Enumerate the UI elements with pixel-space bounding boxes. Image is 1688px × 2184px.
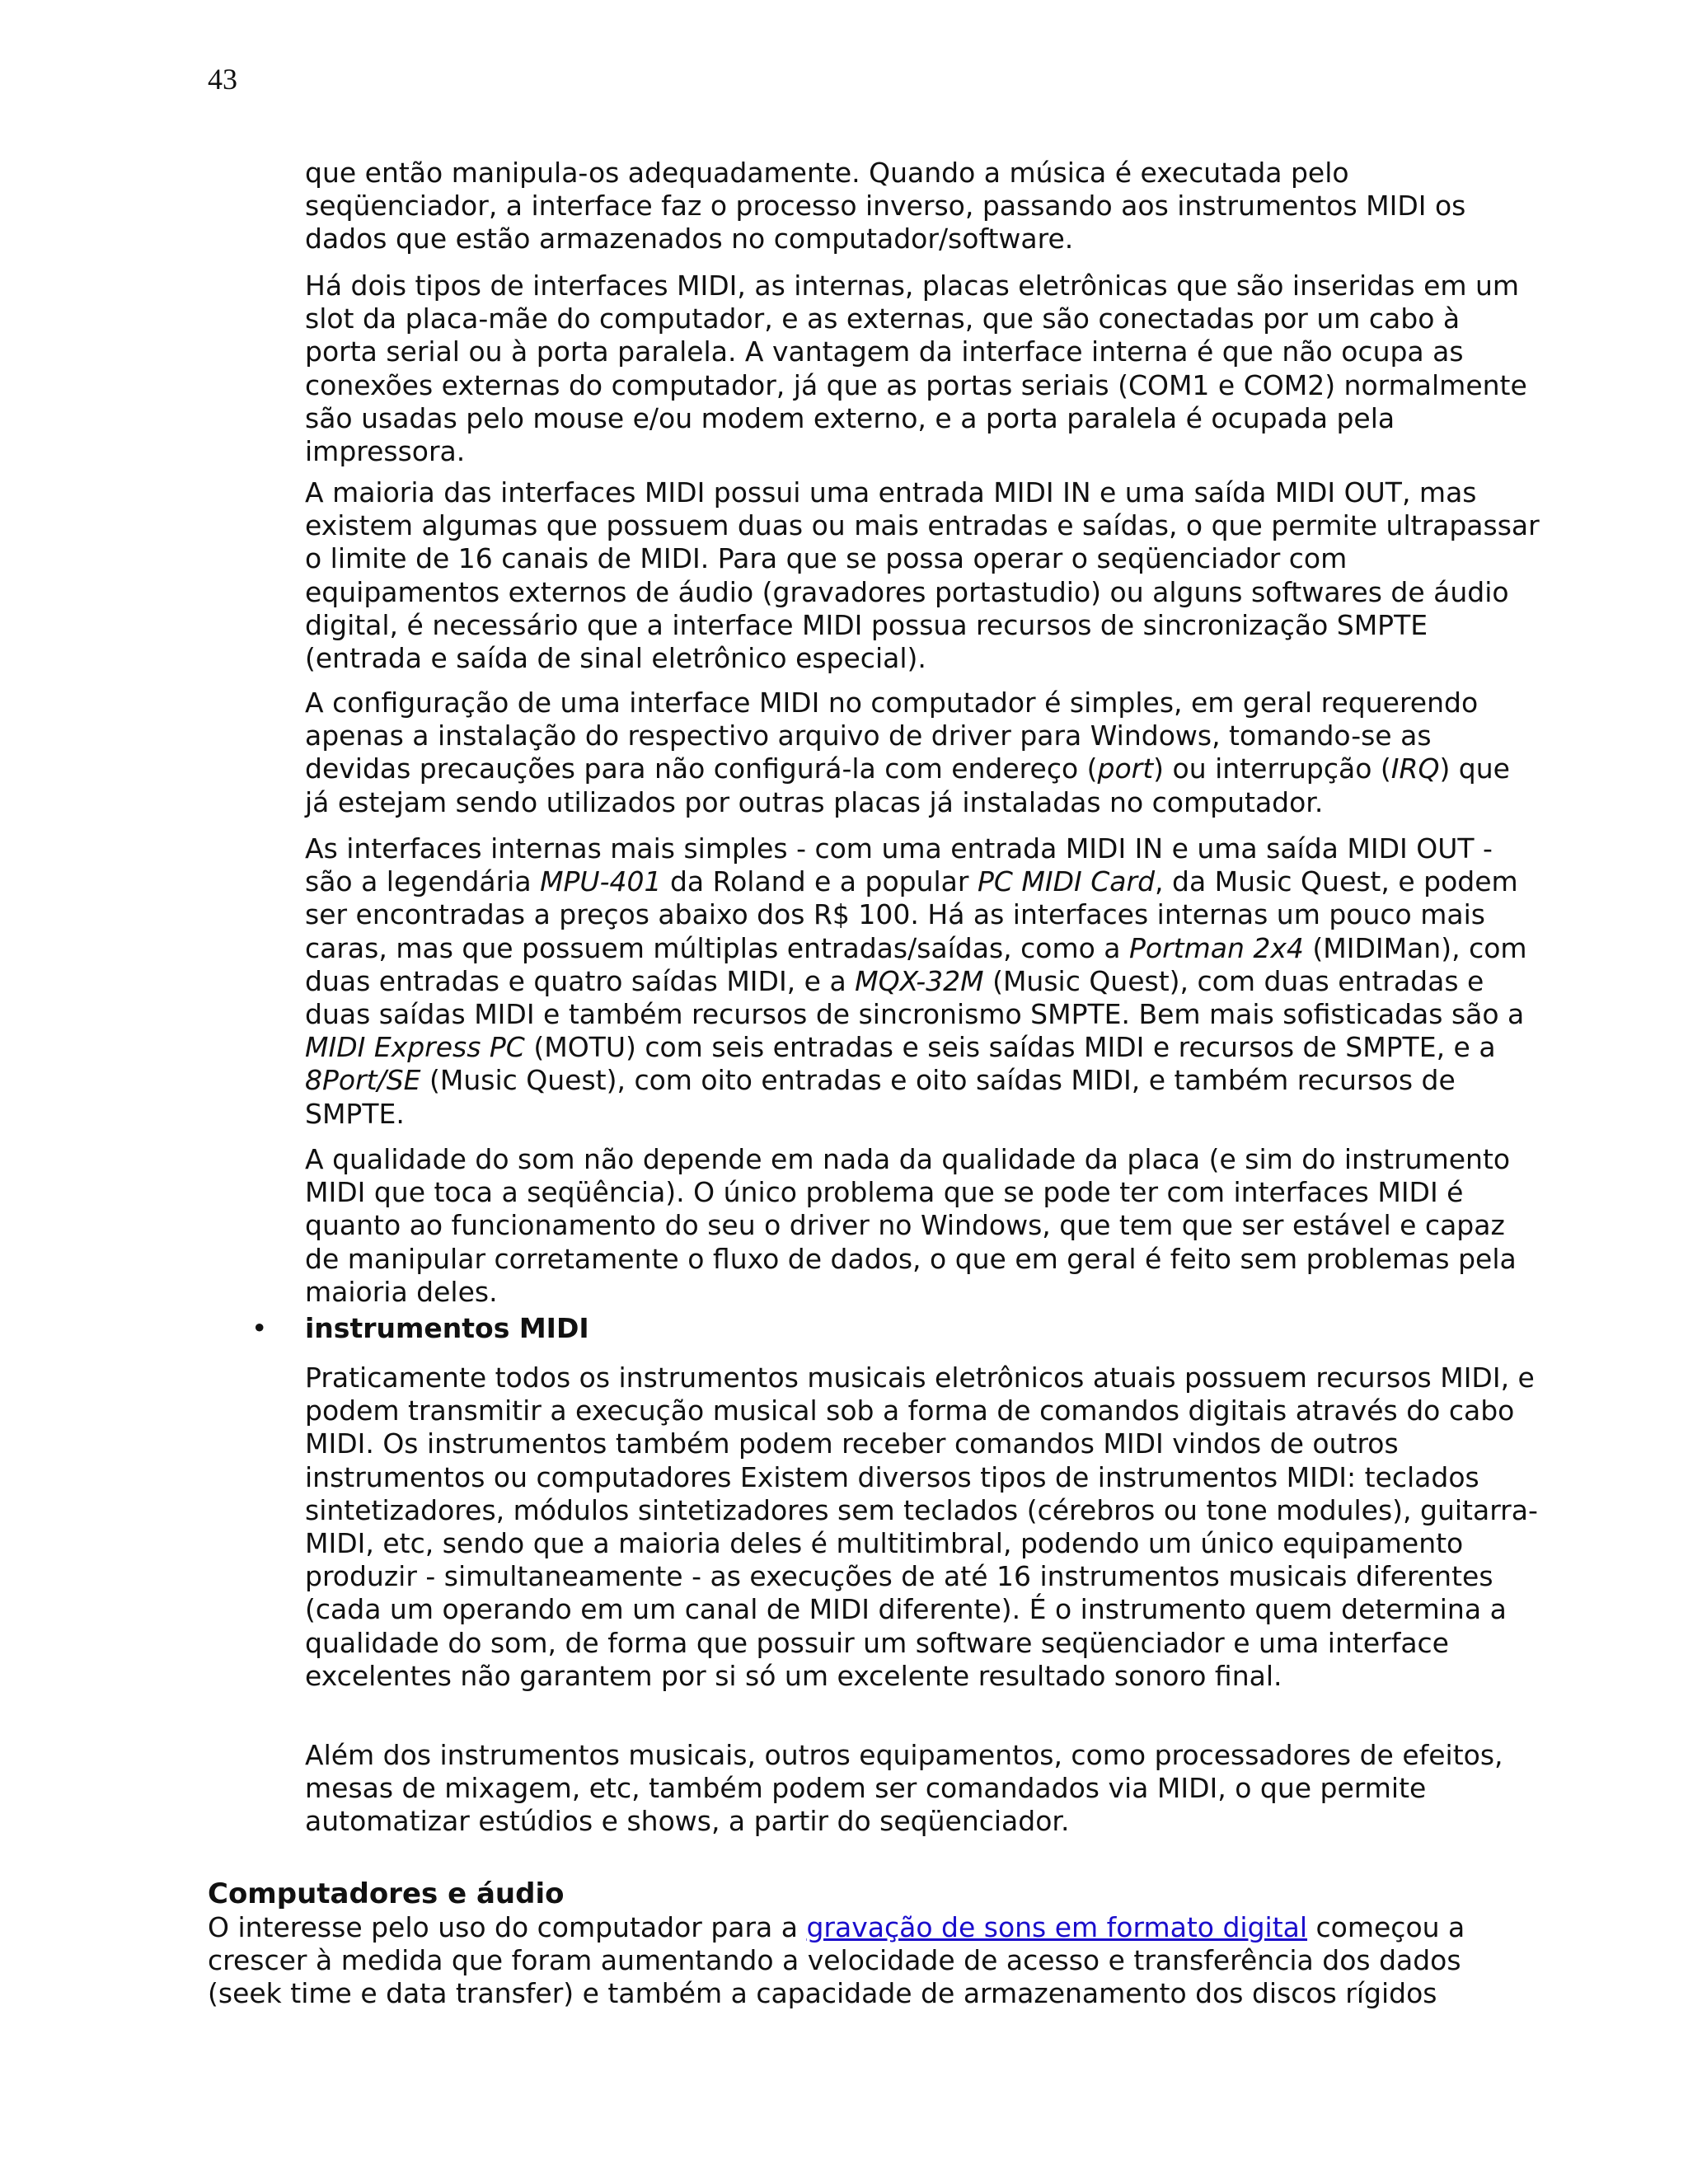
text-span: O interesse pelo uso do computador para a — [208, 1911, 807, 1943]
italic-product-midi-express: MIDI Express PC — [305, 1031, 525, 1064]
bullet-icon: • — [251, 1312, 268, 1344]
text-span: ) ou interrupção ( — [1153, 752, 1391, 785]
text-span: começou a crescer à medida que foram aumentando a velocidade de acesso e transferência dos dados (seek time e data transfer) e também a capacidade de armazenamento dos discos rígidos — [208, 1911, 1465, 2010]
text-span: da Roland e a popular — [661, 865, 978, 898]
text-span: A configuração de uma interface MIDI no computador é simples, em geral requerendo apenas a instalação do respectivo arquivo de driver para Windows, tomando-se as devidas precauções para não configurá-la com endereço ( — [305, 687, 1479, 785]
paragraph-sound-quality: A qualidade do som não depende em nada da qualidade da placa (e sim do instrumento MIDI que toca a seqüência). O único problema que se pode ter com interfaces MIDI é quanto ao funcionamento do seu o driver no Windows, que tem que ser estável e capaz de manipular corretamente o fluxo de dados, o que em geral é feito sem problemas pela maioria deles. — [305, 1143, 1517, 1308]
paragraph-interface-config — [305, 687, 1540, 819]
italic-product-pc-midi-card: PC MIDI Card — [977, 865, 1156, 898]
paragraph-midi-instruments: Praticamente todos os instrumentos musicais eletrônicos atuais possuem recursos MIDI, e podem transmitir a execução musical sob a forma de comandos digitais através do cabo MIDI. Os instrumentos também podem receber comandos MIDI vindos de outros instrumentos ou computadores Existem diversos tipos de instrumentos MIDI: teclados sintetizadores, módulos sintetizadores sem teclados (cérebros ou tone modules), guitarra-MIDI, etc, sendo que a maioria deles é multitimbral, podendo um único equipamento produzir - simultaneamente - as execuções de até 16 instrumentos musicais diferentes (cada um operando em um canal de MIDI diferente). É o instrumento quem determina a qualidade do som, de forma que possuir um software seqüenciador e uma interface excelentes não garantem por si só um excelente resultado sonoro final. — [305, 1361, 1538, 1692]
italic-product-mqx32m: MQX-32M — [855, 964, 984, 997]
paragraph-computers-audio — [208, 1911, 1543, 2011]
italic-product-mpu401: MPU-401 — [540, 865, 662, 898]
page-number: 43 — [208, 63, 237, 96]
text-span: (MOTU) com seis entradas e seis saídas MIDI e recursos de SMPTE, e a — [524, 1031, 1496, 1064]
digital-recording-link[interactable]: gravação de sons em formato digital — [806, 1911, 1308, 1943]
bullet-list-item — [0, 1312, 1688, 1348]
text-span: (Music Quest), com oito entradas e oito saídas MIDI, e também recursos de SMPTE. — [305, 1064, 1456, 1130]
text-span: ) que já estejam sendo utilizados por outras placas já instaladas no computador. — [305, 752, 1510, 818]
bullet-title: instrumentos MIDI — [305, 1312, 589, 1344]
paragraph-internal-interfaces — [305, 832, 1540, 1131]
text-span: (Music Quest), com duas entradas e duas saídas MIDI e também recursos de sincronismo SMPTE. Bem mais sofisticadas são a — [305, 964, 1525, 1031]
paragraph-midi-in-out: A maioria das interfaces MIDI possui uma entrada MIDI IN e uma saída MIDI OUT, mas existem algumas que possuem duas ou mais entradas e saídas, o que permite ultrapassar o limite de 16 canais de MIDI. Para que se possa operar o seqüenciador com equipamentos externos de áudio (gravadores portastudio) ou alguns softwares de áudio digital, é necessário que a interface MIDI possua recursos de sincronização SMPTE (entrada e saída de sinal eletrônico especial). — [305, 476, 1540, 675]
italic-product-portman: Portman 2x4 — [1129, 931, 1304, 964]
text-span: , da Music Quest, e podem ser encontradas a preços abaixo dos R$ 100. Há as interfaces internas um pouco mais caras, mas que possuem múltiplas entradas/saídas, como a — [305, 865, 1518, 964]
paragraph-interface-process: que então manipula-os adequadamente. Quando a música é executada pelo seqüenciador, a interface faz o processo inverso, passando aos instrumentos MIDI os dados que estão armazenados no computador/software. — [305, 157, 1466, 255]
paragraph-interface-types: Há dois tipos de interfaces MIDI, as internas, placas eletrônicas que são inseridas em um slot da placa-mãe do computador, e as externas, que são conectadas por um cabo à porta serial ou à porta paralela. A vantagem da interface interna é que não ocupa as conexões externas do computador, já que as portas seriais (COM1 e COM2) normalmente são usadas pelo mouse e/ou modem externo, e a porta paralela é ocupada pela impressora. — [305, 269, 1527, 468]
italic-term-port: port — [1097, 752, 1154, 785]
italic-product-8port: 8Port/SE — [305, 1064, 421, 1097]
text-span: As interfaces internas mais simples - com uma entrada MIDI IN e uma saída MIDI OUT - são a legendária — [305, 832, 1493, 898]
italic-term-irq: IRQ — [1390, 752, 1440, 785]
paragraph-other-equipment: Além dos instrumentos musicais, outros equipamentos, como processadores de efeitos, mesas de mixagem, etc, também podem ser comandados via MIDI, o que permite automatizar estúdios e shows, a partir do seqüenciador. — [305, 1739, 1503, 1838]
section-heading: Computadores e áudio — [208, 1877, 565, 1910]
text-span: (MIDIMan), com duas entradas e quatro saídas MIDI, e a — [305, 931, 1527, 997]
